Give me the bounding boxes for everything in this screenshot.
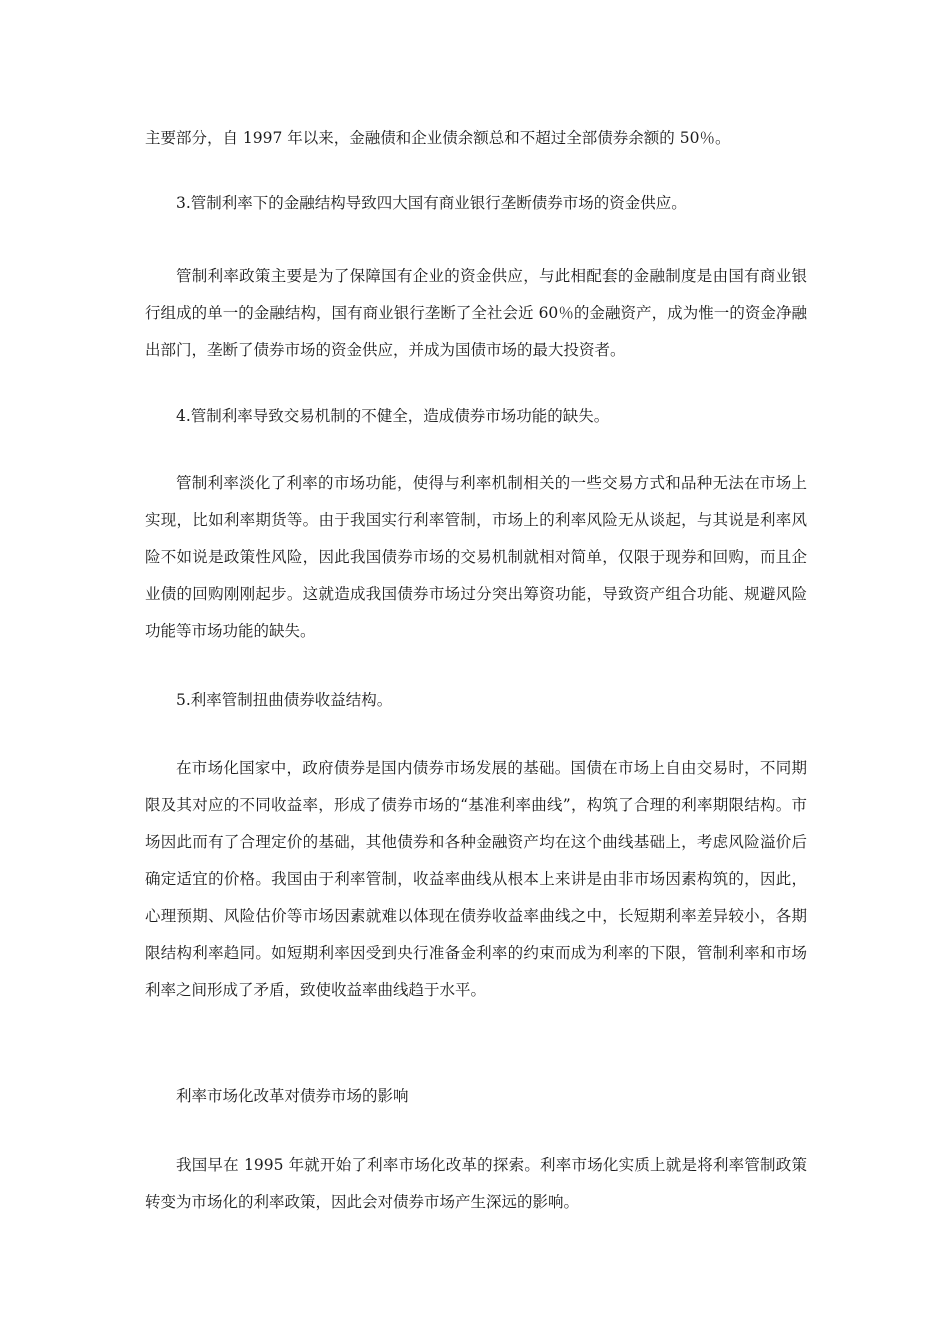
paragraph-body: 管制利率淡化了利率的市场功能，使得与利率机制相关的一些交易方式和品种无法在市场上实现，比如利率期货等。由于我国实行利率管制，市场上的利率风险无从谈起，与其说是利率风险不如说是政策性风险，因此我国债券市场的交易机制就相对简单，仅限于现券和回购，而且企业债的回购刚刚起步。这就造成我国债券市场过分突出筹资功能，导致资产组合功能、规避风险功能等市场功能的缺失。 xyxy=(145,474,807,640)
section-heading-4: 4.管制利率导致交易机制的不健全，造成债券市场功能的缺失。 xyxy=(176,407,610,425)
section-heading-5: 5.利率管制扭曲债券收益结构。 xyxy=(176,691,393,709)
section-heading-3: 3.管制利率下的金融结构导致四大国有商业银行垄断债券市场的资金供应。 xyxy=(176,194,687,212)
paragraph-continuation: 主要部分，自 1997 年以来，金融债和企业债余额总和不超过全部债券余额的 50％。 xyxy=(145,129,731,147)
paragraph-body: 我国早在 1995 年就开始了利率市场化改革的探索。利率市场化实质上就是将利率管制政策转变为市场化的利率政策，因此会对债券市场产生深远的影响。 xyxy=(145,1156,807,1211)
paragraph-body: 管制利率政策主要是为了保障国有企业的资金供应，与此相配套的金融制度是由国有商业银行组成的单一的金融结构，国有商业银行垄断了全社会近 60％的金融资产，成为惟一的资金净融出部门，垄断了债券市场的资金供应，并成为国债市场的最大投资者。 xyxy=(145,267,807,359)
paragraph-body: 在市场化国家中，政府债券是国内债券市场发展的基础。国债在市场上自由交易时，不同期限及其对应的不同收益率，形成了债券市场的“基准利率曲线”，构筑了合理的利率期限结构。市场因此而有了合理定价的基础，其他债券和各种金融资产均在这个曲线基础上，考虑风险溢价后确定适宜的价格。我国由于利率管制，收益率曲线从根本上来讲是由非市场因素构筑的，因此，心理预期、风险估价等市场因素就难以体现在债券收益率曲线之中，长短期利率差异较小，各期限结构利率趋同。如短期利率因受到央行准备金利率的约束而成为利率的下限，管制利率和市场利率之间形成了矛盾，致使收益率曲线趋于水平。 xyxy=(145,759,807,999)
section-title: 利率市场化改革对债券市场的影响 xyxy=(176,1087,409,1105)
